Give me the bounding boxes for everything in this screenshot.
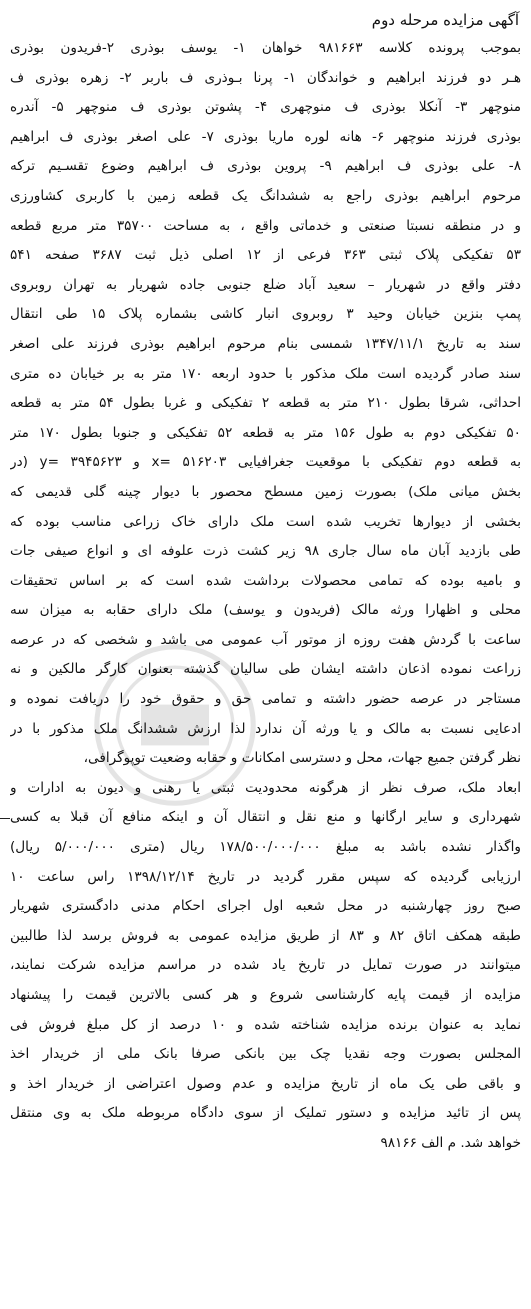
auction-notice	[10, 6, 521, 1301]
notice-line: هـر دو فرزند ابراهیم و خواندگان ۱- پرنا بـوذری ف باربر ۲- زهره بوذری ف	[10, 69, 521, 86]
notice-line: نماید به عنوان برنده مزایده شناخته شده و ۱۰ درصد از کل مبلغ فروش فی	[10, 1016, 521, 1033]
notice-line: بخش میانی ملک) بصورت زمین مسطح محصور با دیوار چینه گلی قدیمی که	[10, 483, 521, 500]
notice-line: و باقی طی یک ماه از تاریخ مزایده و عدم وصول اعتراضی از خریدار اخذ و	[10, 1075, 521, 1092]
notice-line: زراعت نموده اذعان داشته ایشان طی سالیان گذشته بعنوان کارگر مالکین و نه	[10, 661, 521, 678]
column-divider	[0, 818, 10, 819]
notice-line: محلی و اظهارا ورثه مالک (فریدون و یوسف) ملک دارای حقابه به میزان سه	[10, 602, 521, 619]
notice-line: بخشی از دیوارها تخریب شده است ملک دارای خاک زراعی مناسب بوده که	[10, 513, 521, 530]
notice-line: و بامیه بوده که تمامی محصولات برداشت شده است که بر اساس تحقیقات	[10, 572, 521, 589]
notice-line: خواهد شد. م الف ۹۸۱۶۶	[380, 1134, 521, 1151]
notice-line: شهرداری و سایر ارگانها و منع نقل و انتقال آن و اینکه منافع آن قبلا به کسی	[10, 809, 521, 826]
notice-line: پس از تائید مزایده و دستور تملیک از سوی دادگاه مربوطه ملک به وی منتقل	[10, 1105, 521, 1122]
notice-line: ادعایی نسبت به مالک و یا ورثه آن ندارد لذا ارزش ششدانگ ملک مذکور با در	[10, 720, 521, 737]
notice-line: ۵۳ تفکیکی پلاک ثبتی ۳۶۳ فرعی از ۱۲ اصلی ذیل ثبت ۳۶۸۷ صفحه ۵۴۱	[10, 247, 521, 264]
notice-line: و در منطقه نسبتا صنعتی و خدماتی واقع ، به مساحت ۳۵۷۰۰ متر مربع قطعه	[10, 217, 521, 234]
notice-line: ارزیابی گردیده که سپس مقرر گردید در تاریخ ۱۳۹۸/۱۲/۱۴ راس ساعت ۱۰	[10, 868, 521, 885]
notice-line: سند به تاریخ ۱۳۴۷/۱۱/۱ شمسی بنام مرحوم ابراهیم بوذری فرزند علی اصغر	[10, 335, 521, 352]
notice-line: دفتر واقع در شهریار – سعید آباد ضلع جنوبی جاده شهریار به تهران روبروی	[10, 276, 521, 293]
notice-line: مرحوم ابراهیم بوذری راجع به ششدانگ یک قطعه زمین با کاربری کشاورزی	[10, 187, 521, 204]
notice-title: آگهی مزایده مرحله دوم	[371, 11, 519, 29]
notice-body	[10, 34, 521, 1159]
notice-line: واگذار نشده باشد به مبلغ ۱۷۸/۵۰۰/۰۰۰/۰۰۰ ریال (متری ۵/۰۰۰/۰۰۰ ریال)	[10, 839, 521, 856]
notice-line: طبقه همکف اتاق ۸۲ و ۸۳ از طریق مزایده عمومی به فروش برسد لذا طالبین	[10, 927, 521, 944]
notice-line: ابعاد ملک، صرف نظر از هرگونه محدودیت ثبتی یا رهنی و دیون به ادارات و	[10, 779, 521, 796]
notice-line: پمپ بنزین خیابان وحید ۳ روبروی انبار کاشی بشماره پلاک ۱۵ طی انتقال	[10, 306, 521, 323]
notice-line: میتوانند در صورت تمایل در تاریخ یاد شده در مراسم مزایده شرکت نمایند،	[10, 957, 521, 974]
notice-line: به قطعه دوم تفکیکی با موقعیت جغرافیایی x= ۵۱۶۲۰۳ و y= ۳۹۴۵۶۲۳ (در	[10, 454, 521, 471]
notice-line: نظر گرفتن جمیع جهات، محل و دسترسی امکانات و حقابه وضعیت توپوگرافی،	[83, 750, 521, 767]
notice-line: سند صادر گردیده است ملک مذکور با حدود اربعه ۱۷۰ متر به بر خیابان ده متری	[10, 365, 521, 382]
notice-line: ساعت با گردش هفت روزه از موتور آب عمومی می باشد و شخصی که در عرصه	[10, 631, 521, 648]
notice-line: ۵۰ تفکیکی دوم به طول ۱۵۶ متر به قطعه ۵۲ تفکیکی و جنوبا بطول ۱۷۰ متر	[10, 424, 521, 441]
notice-line: طی بازدید آبان ماه سال جاری ۹۸ زیر کشت ذرت علوفه ای و انواع صیفی جات	[10, 543, 521, 560]
notice-line: بموجب پرونده کلاسه ۹۸۱۶۶۳ خواهان ۱- یوسف بوذری ۲-فریدون بوذری	[10, 40, 521, 56]
notice-line: صبح روز چهارشنبه در محل شعبه اول اجرای احکام مدنی دادگستری شهریار	[10, 898, 521, 915]
notice-line: مستاجر در عرصه حضور داشته و تمامی حق و حقوق خود را دریافت نموده و	[10, 691, 521, 708]
notice-line: بوذری فرزند منوچهر ۶- هانه لوره ماریا بوذری ۷- علی اصغر بوذری ف ابراهیم	[10, 128, 521, 145]
notice-line: منوچهر ۳- آنکلا بوذری ف منوچهری ۴- پشوتن بوذری ف منوچهر ۵- آندره	[10, 99, 521, 116]
notice-line: مزایده از قیمت پایه کارشناسی شروع و هر کسی بالاترین قیمت را پیشنهاد	[10, 987, 521, 1003]
notice-line: ۸- علی بوذری ف ابراهیم ۹- پروین بوذری ف ابراهیم وضوع تقسـیم ترکه	[10, 158, 521, 175]
notice-line: المجلس بصورت وجه نقدیا چک بین بانکی صرفا بانک ملی از خریدار اخذ	[10, 1046, 521, 1063]
notice-line: احداثی، شرقا بطول ۲۱۰ متر به قطعه ۲ تفکیکی و غربا بطول ۵۴ متر به قطعه	[10, 395, 521, 412]
